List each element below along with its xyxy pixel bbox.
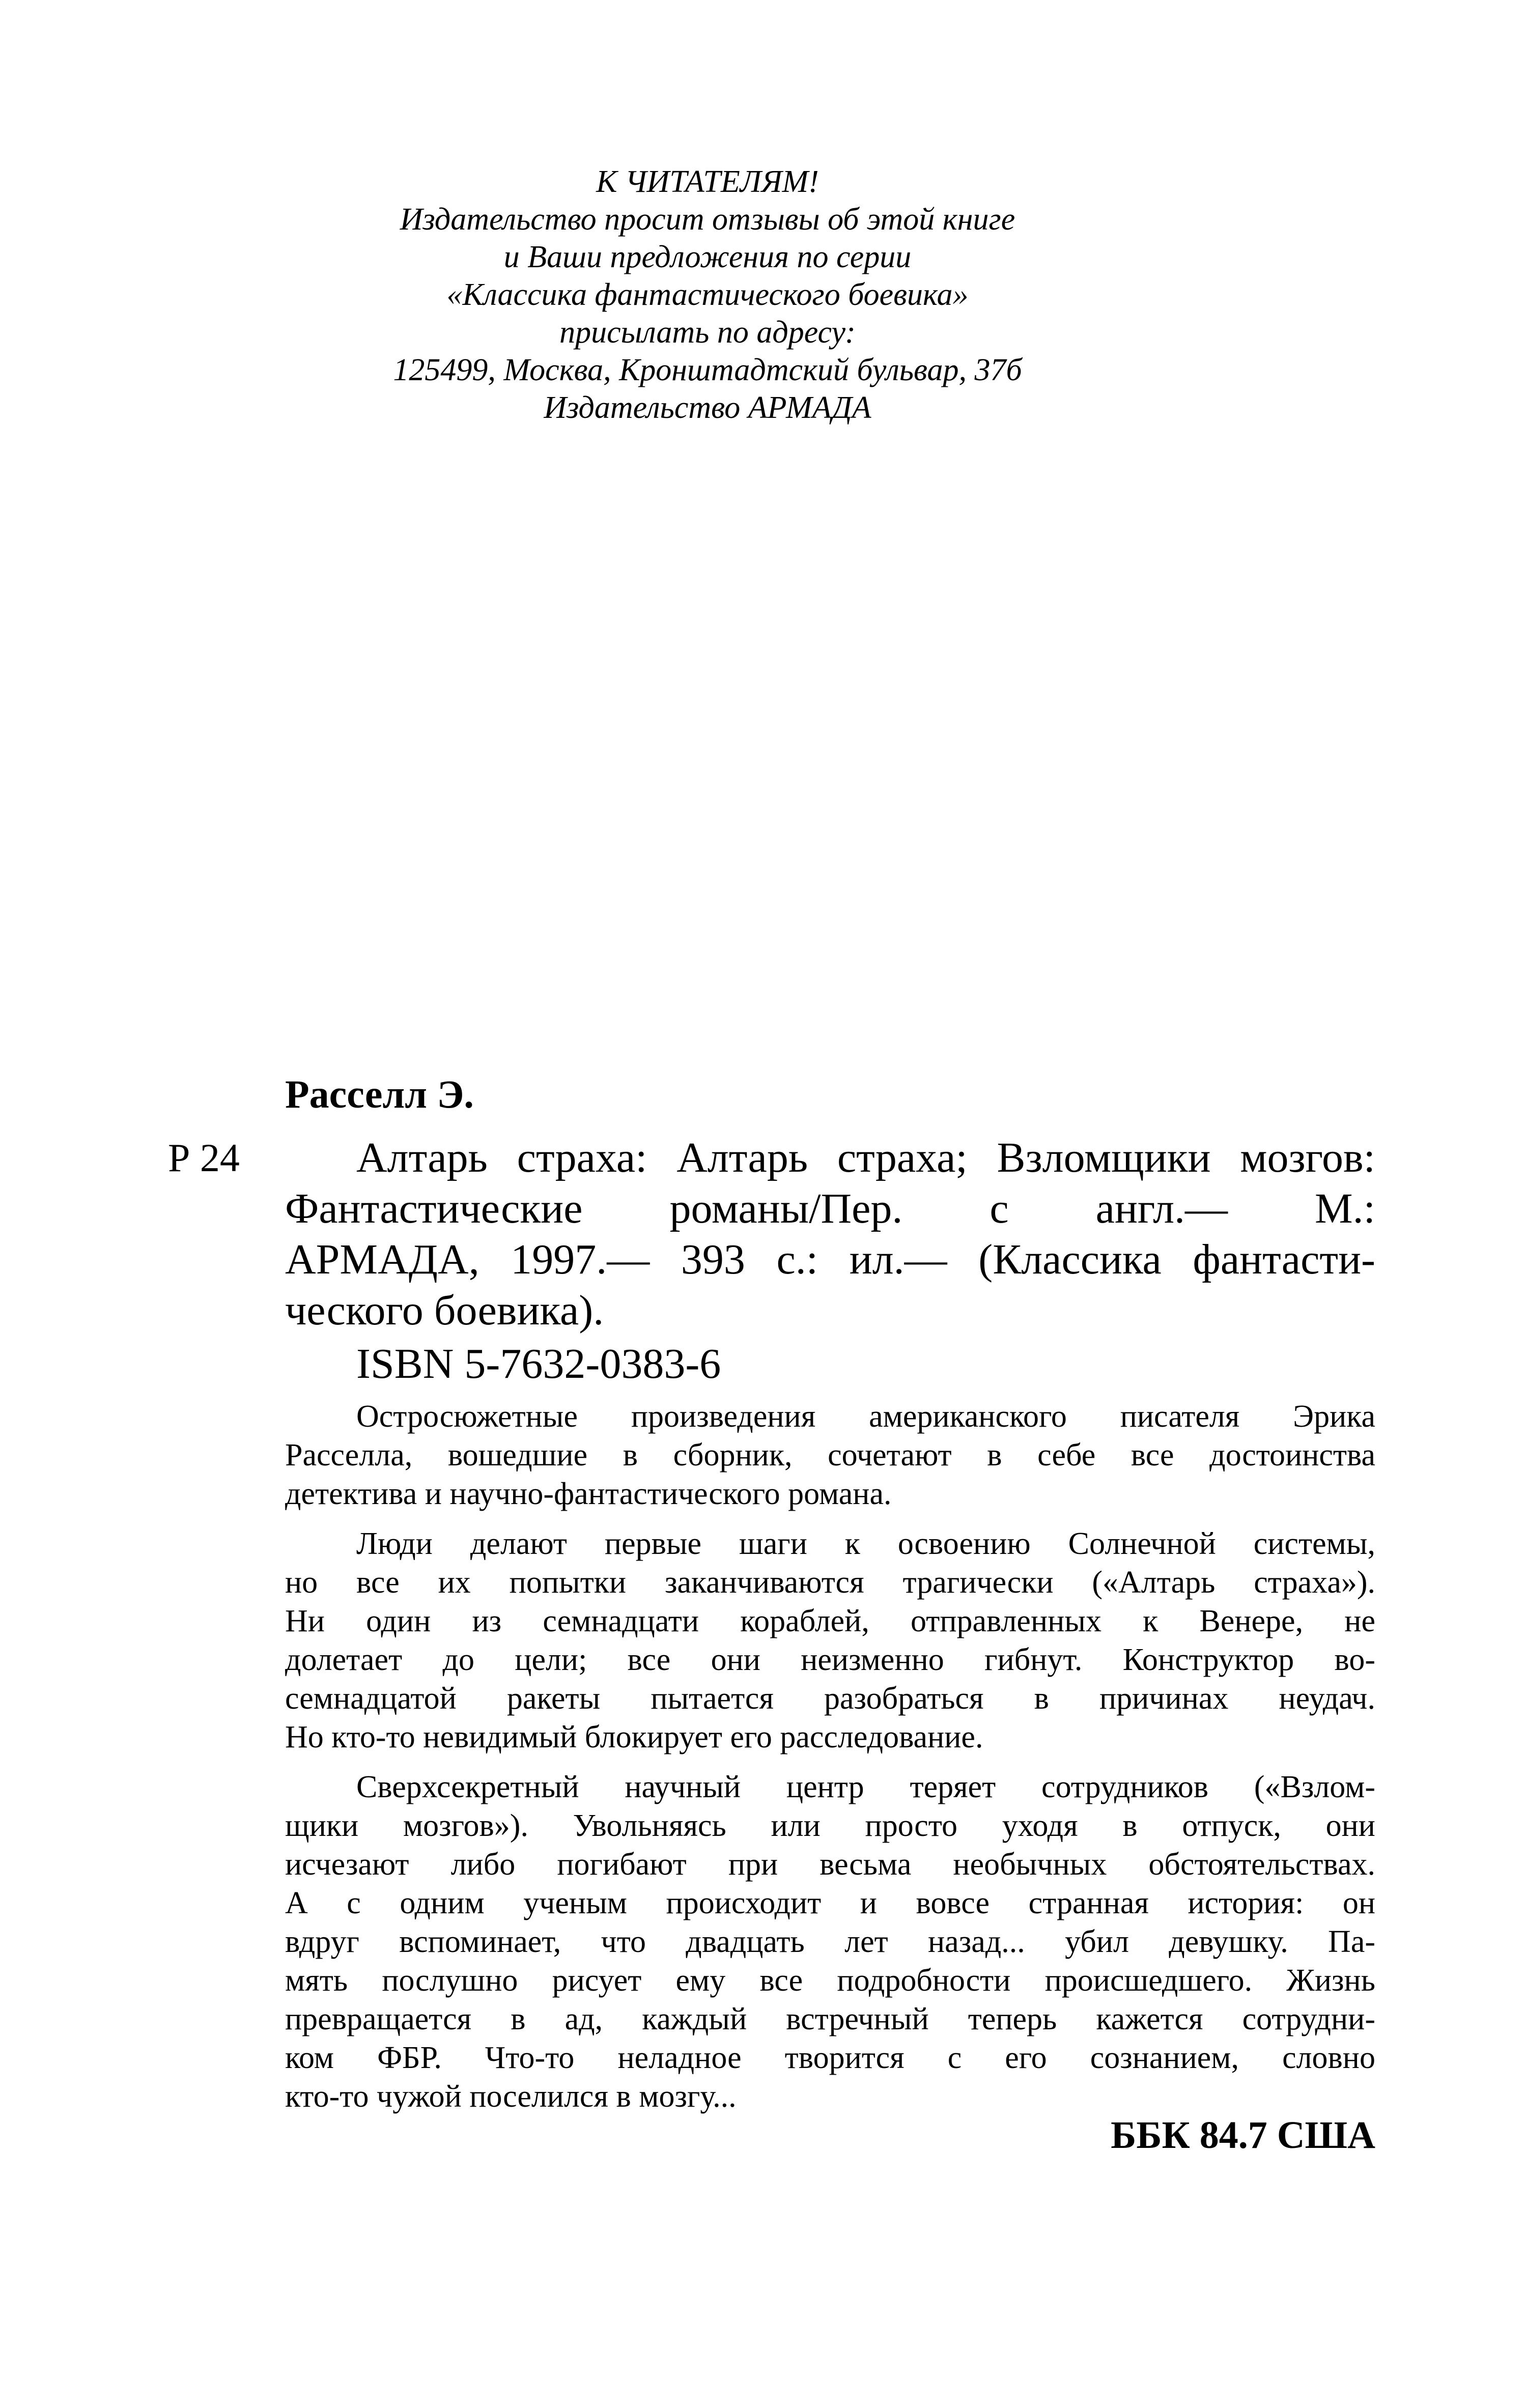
paragraph-gap	[285, 1513, 1375, 1524]
catalog-entry-line: АРМАДА, 1997.— 393 с.: ил.— (Классика фантасти-	[285, 1236, 1375, 1283]
isbn: ISBN 5-7632-0383-6	[356, 1340, 721, 1387]
abstract-line: Остросюжетные произведения американского писателя Эрика	[356, 1399, 1375, 1434]
catalog-entry-line: ческого боевика).	[285, 1287, 604, 1334]
abstract-line: Но кто-то невидимый блокирует его расследование.	[285, 1720, 983, 1754]
abstract-line: долетает до цели; все они неизменно гибнут. Конструктор во-	[285, 1642, 1375, 1677]
abstract-line: Сверхсекретный научный центр теряет сотрудников («Взлом-	[356, 1770, 1375, 1804]
catalog-code: Р 24	[168, 1136, 240, 1180]
notice-heading: К ЧИТАТЕЛЯМ!	[596, 164, 819, 199]
abstract-line: А с одним ученым происходит и вовсе странная история: он	[285, 1886, 1375, 1920]
abstract-line: щики мозгов»). Увольняясь или просто уходя в отпуск, они	[285, 1808, 1375, 1843]
catalog-entry-line: Фантастические романы/Пер. с англ.— М.:	[285, 1185, 1375, 1232]
abstract-line: детектива и научно-фантастического романа.	[285, 1477, 892, 1511]
abstract-line: семнадцатой ракеты пытается разобраться в причинах неудач.	[285, 1681, 1375, 1716]
abstract-line: ком ФБР. Что-то неладное творится с его сознанием, словно	[285, 2041, 1375, 2075]
abstract-line: превращается в ад, каждый встречный теперь кажется сотрудни-	[285, 2002, 1375, 2036]
notice-line: присылать по адресу:	[559, 315, 856, 350]
abstract-line: Люди делают первые шаги к освоению Солнечной системы,	[356, 1526, 1375, 1561]
paragraph-gap	[285, 1757, 1375, 1768]
notice-address: 125499, Москва, Кронштадтский бульвар, 37б	[393, 353, 1022, 387]
abstract-line: Ни один из семнадцати кораблей, отправленных к Венере, не	[285, 1604, 1375, 1638]
catalog-author: Расселл Э.	[285, 1072, 474, 1116]
abstract-line: вдруг вспоминает, что двадцать лет назад... убил девушку. Па-	[285, 1924, 1375, 1959]
catalog-entry	[285, 1132, 1375, 1336]
abstract-line: мять послушно рисует ему все подробности происшедшего. Жизнь	[285, 1963, 1375, 1998]
abstract-line: но все их попытки заканчиваются трагически («Алтарь страха»).	[285, 1565, 1375, 1600]
abstract-line: Расселла, вошедшие в сборник, сочетают в себе все достоинства	[285, 1438, 1375, 1472]
abstract-line: кто-то чужой поселился в мозгу...	[285, 2079, 737, 2114]
bbk-code: ББК 84.7 США	[1111, 2114, 1375, 2157]
notice-line: «Классика фантастического боевика»	[446, 277, 969, 312]
abstract-line: исчезают либо погибают при весьма необычных обстоятельствах.	[285, 1847, 1375, 1882]
catalog-entry-line: Алтарь страха: Алтарь страха; Взломщики мозгов:	[356, 1134, 1375, 1181]
notice-line: Издательство просит отзывы об этой книге	[400, 202, 1015, 237]
notice-line: и Ваши предложения по серии	[503, 240, 912, 274]
reader-notice	[285, 163, 1130, 427]
notice-publisher: Издательство АРМАДА	[544, 390, 871, 425]
abstract	[285, 1397, 1375, 2116]
